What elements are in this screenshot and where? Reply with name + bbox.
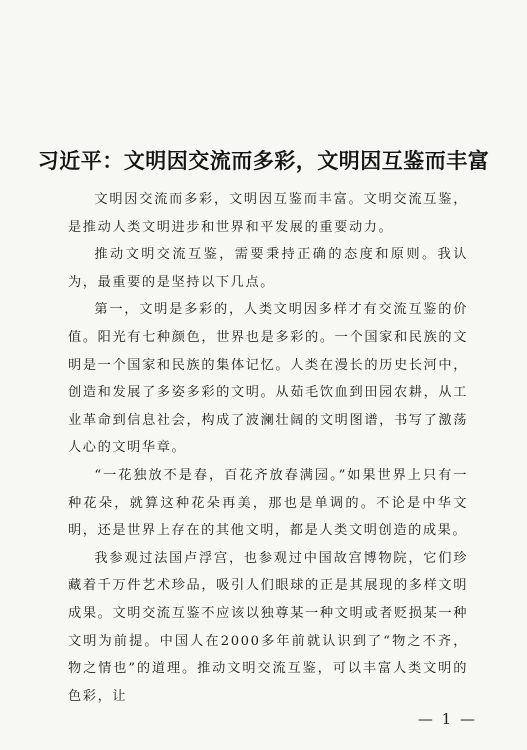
page-number: — 1 — xyxy=(417,710,477,728)
page-title: 习近平：文明因交流而多彩，文明因互鉴而丰富 xyxy=(37,149,490,173)
paragraph: 我参观过法国卢浮宫，也参观过中国故宫博物院，它们珍藏着千万件艺术珍品，吸引人们眼球的正是其展现的多样文明成果。文明交流互鉴不应该以独尊某一种文明或者贬损某一种文明为前提。中国人在2000多年前就认识到了“物之不齐，物之情也”的道理。推动文明交流互鉴，可以丰富人类文明的色彩，让 xyxy=(68,550,468,704)
document-body xyxy=(68,186,468,710)
paragraph: 第一，文明是多彩的，人类文明因多样才有交流互鉴的价值。阳光有七种颜色，世界也是多彩的。一个国家和民族的文明是一个国家和民族的集体记忆。人类在漫长的历史长河中，创造和发展了多姿多彩的文明。从茹毛饮血到田园农耕，从工业革命到信息社会，构成了波澜壮阔的文明图谱，书写了激荡人心的文明华章。 xyxy=(68,302,468,456)
paragraph: 推动文明交流互鉴，需要秉持正确的态度和原则。我认为，最重要的是坚持以下几点。 xyxy=(68,247,468,290)
paragraph: “一花独放不是春，百花齐放春满园。”如果世界上只有一种花朵，就算这种花朵再美，那也是单调的。不论是中华文明，还是世界上存在的其他文明，都是人类文明创造的成果。 xyxy=(68,467,468,539)
paragraph: 文明因交流而多彩，文明因互鉴而丰富。文明交流互鉴，是推动人类文明进步和世界和平发展的重要动力。 xyxy=(68,192,468,235)
